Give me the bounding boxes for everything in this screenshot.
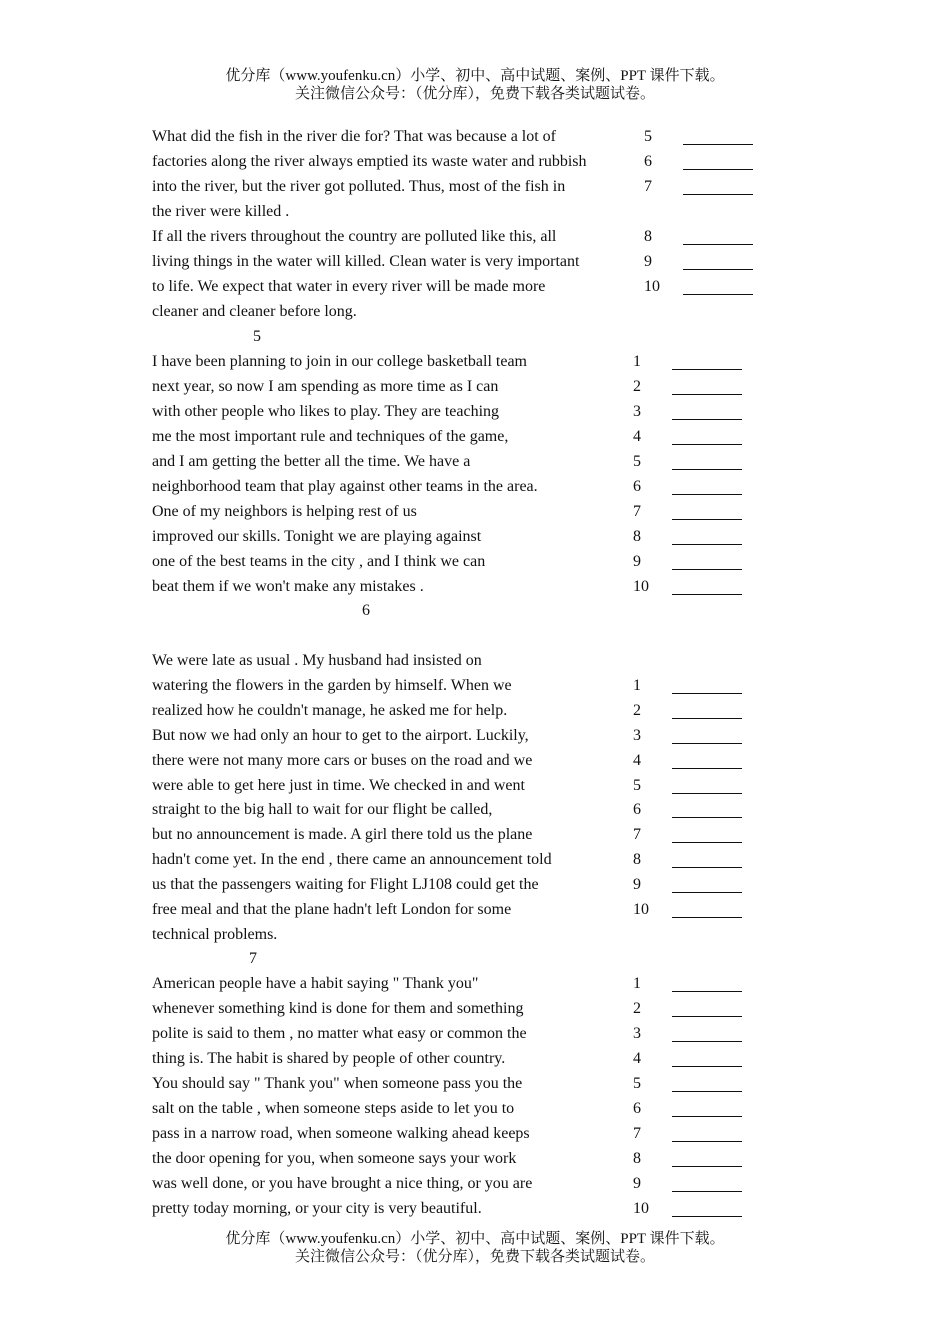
answer-number: 8 xyxy=(644,228,652,245)
answer-number: 8 xyxy=(633,528,641,545)
answer-blank[interactable] xyxy=(683,294,753,295)
passage-line: me the most important rule and techniques of the game, xyxy=(152,428,509,445)
header-line-2: 关注微信公众号：（优分库），免费下载各类试题试卷。 xyxy=(294,86,655,102)
section-heading: 7 xyxy=(249,950,257,967)
answer-blank[interactable] xyxy=(672,569,742,570)
passage-line: next year, so now I am spending as more time as I can xyxy=(152,378,499,395)
answer-number: 9 xyxy=(633,553,641,570)
answer-number: 5 xyxy=(633,453,641,470)
answer-number: 5 xyxy=(644,128,652,145)
answer-number: 10 xyxy=(633,1200,649,1217)
answer-blank[interactable] xyxy=(672,991,742,992)
passage-line: If all the rivers throughout the country are polluted like this, all xyxy=(152,228,557,245)
passage-line: one of the best teams in the city , and I think we can xyxy=(152,553,486,570)
passage-line: You should say " Thank you" when someone pass you the xyxy=(152,1075,523,1092)
answer-number: 6 xyxy=(633,801,641,818)
answer-number: 6 xyxy=(633,478,641,495)
passage-line: improved our skills. Tonight we are playing against xyxy=(152,528,482,545)
answer-number: 4 xyxy=(633,752,641,769)
answer-blank[interactable] xyxy=(672,469,742,470)
answer-blank[interactable] xyxy=(672,394,742,395)
section-heading: 6 xyxy=(362,602,370,619)
passage-line: But now we had only an hour to get to the airport. Luckily, xyxy=(152,727,529,744)
answer-number: 7 xyxy=(633,503,641,520)
page-footer xyxy=(0,1230,950,1266)
answer-number: 2 xyxy=(633,378,641,395)
passage-line: there were not many more cars or buses on the road and we xyxy=(152,752,533,769)
answer-blank[interactable] xyxy=(672,1116,742,1117)
footer-line-1: 优分库（www.youfenku.cn）小学、初中、高中试题、案例、PPT 课件下载。 xyxy=(225,1231,725,1247)
passage-line: neighborhood team that play against other teams in the area. xyxy=(152,478,538,495)
passage-line: What did the fish in the river die for? That was because a lot of xyxy=(152,128,557,145)
answer-blank[interactable] xyxy=(672,369,742,370)
footer-line-2: 关注微信公众号：（优分库），免费下载各类试题试卷。 xyxy=(294,1249,655,1265)
passage-line: technical problems. xyxy=(152,926,278,943)
passage-line: whenever something kind is done for them and something xyxy=(152,1000,524,1017)
passage-line: into the river, but the river got polluted. Thus, most of the fish in xyxy=(152,178,566,195)
passage-line: realized how he couldn't manage, he asked me for help. xyxy=(152,702,508,719)
answer-number: 1 xyxy=(633,975,641,992)
passage-line: beat them if we won't make any mistakes . xyxy=(152,578,424,595)
answer-blank[interactable] xyxy=(683,269,753,270)
page-header xyxy=(0,67,950,103)
passage-line: salt on the table , when someone steps aside to let you to xyxy=(152,1100,515,1117)
passage-line: the door opening for you, when someone says your work xyxy=(152,1150,517,1167)
passage-line: and I am getting the better all the time. We have a xyxy=(152,453,471,470)
answer-blank[interactable] xyxy=(672,892,742,893)
answer-number: 10 xyxy=(633,578,649,595)
answer-number: 7 xyxy=(644,178,652,195)
passage-line: We were late as usual . My husband had insisted on xyxy=(152,652,482,669)
passage-line: pass in a narrow road, when someone walking ahead keeps xyxy=(152,1125,530,1142)
passage-line: thing is. The habit is shared by people of other country. xyxy=(152,1050,506,1067)
answer-number: 2 xyxy=(633,1000,641,1017)
passage-line: pretty today morning, or your city is very beautiful. xyxy=(152,1200,482,1217)
answer-blank[interactable] xyxy=(672,1166,742,1167)
answer-number: 1 xyxy=(633,353,641,370)
passage-line: the river were killed . xyxy=(152,203,290,220)
answer-number: 9 xyxy=(644,253,652,270)
answer-blank[interactable] xyxy=(683,194,753,195)
answer-number: 9 xyxy=(633,1175,641,1192)
answer-number: 6 xyxy=(644,153,652,170)
passage-line: was well done, or you have brought a nice thing, or you are xyxy=(152,1175,533,1192)
answer-number: 3 xyxy=(633,403,641,420)
answer-blank[interactable] xyxy=(672,718,742,719)
answer-number: 7 xyxy=(633,826,641,843)
answer-blank[interactable] xyxy=(672,743,742,744)
answer-number: 8 xyxy=(633,851,641,868)
answer-number: 4 xyxy=(633,1050,641,1067)
passage-line: cleaner and cleaner before long. xyxy=(152,303,357,320)
answer-number: 6 xyxy=(633,1100,641,1117)
answer-blank[interactable] xyxy=(672,1216,742,1217)
answer-blank[interactable] xyxy=(672,842,742,843)
passage-line: watering the flowers in the garden by himself. When we xyxy=(152,677,512,694)
answer-blank[interactable] xyxy=(672,817,742,818)
answer-blank[interactable] xyxy=(672,768,742,769)
passage-line: living things in the water will killed. Clean water is very important xyxy=(152,253,580,270)
answer-number: 5 xyxy=(633,1075,641,1092)
answer-blank[interactable] xyxy=(672,1041,742,1042)
passage-line: were able to get here just in time. We checked in and went xyxy=(152,777,525,794)
passage-line: American people have a habit saying " Thank you" xyxy=(152,975,479,992)
answer-number: 10 xyxy=(633,901,649,918)
answer-blank[interactable] xyxy=(672,594,742,595)
answer-blank[interactable] xyxy=(672,444,742,445)
answer-number: 8 xyxy=(633,1150,641,1167)
answer-number: 3 xyxy=(633,1025,641,1042)
answer-blank[interactable] xyxy=(672,419,742,420)
answer-blank[interactable] xyxy=(683,144,753,145)
answer-number: 4 xyxy=(633,428,641,445)
answer-blank[interactable] xyxy=(672,1091,742,1092)
answer-number: 3 xyxy=(633,727,641,744)
passage-line: polite is said to them , no matter what easy or common the xyxy=(152,1025,527,1042)
passage-line: to life. We expect that water in every river will be made more xyxy=(152,278,546,295)
answer-blank[interactable] xyxy=(672,867,742,868)
answer-blank[interactable] xyxy=(672,519,742,520)
answer-blank[interactable] xyxy=(672,917,742,918)
answer-blank[interactable] xyxy=(672,1141,742,1142)
passage-line: One of my neighbors is helping rest of us xyxy=(152,503,417,520)
answer-blank[interactable] xyxy=(672,793,742,794)
answer-blank[interactable] xyxy=(683,169,753,170)
answer-number: 1 xyxy=(633,677,641,694)
passage-line: hadn't come yet. In the end , there came an announcement told xyxy=(152,851,552,868)
answer-blank[interactable] xyxy=(683,244,753,245)
answer-blank[interactable] xyxy=(672,1066,742,1067)
passage-line: I have been planning to join in our college basketball team xyxy=(152,353,527,370)
answer-blank[interactable] xyxy=(672,1191,742,1192)
answer-blank[interactable] xyxy=(672,1016,742,1017)
header-line-1: 优分库（www.youfenku.cn）小学、初中、高中试题、案例、PPT 课件下载。 xyxy=(225,68,725,84)
answer-number: 2 xyxy=(633,702,641,719)
passage-line: free meal and that the plane hadn't left London for some xyxy=(152,901,512,918)
answer-number: 9 xyxy=(633,876,641,893)
passage-line: with other people who likes to play. They are teaching xyxy=(152,403,500,420)
passage-line: factories along the river always emptied its waste water and rubbish xyxy=(152,153,587,170)
passage-line: straight to the big hall to wait for our flight be called, xyxy=(152,801,493,818)
passage-line: us that the passengers waiting for Flight LJ108 could get the xyxy=(152,876,539,893)
answer-blank[interactable] xyxy=(672,693,742,694)
answer-blank[interactable] xyxy=(672,544,742,545)
passage-line: but no announcement is made. A girl there told us the plane xyxy=(152,826,533,843)
answer-number: 10 xyxy=(644,278,660,295)
answer-number: 5 xyxy=(633,777,641,794)
answer-number: 7 xyxy=(633,1125,641,1142)
answer-blank[interactable] xyxy=(672,494,742,495)
section-heading: 5 xyxy=(253,328,261,345)
